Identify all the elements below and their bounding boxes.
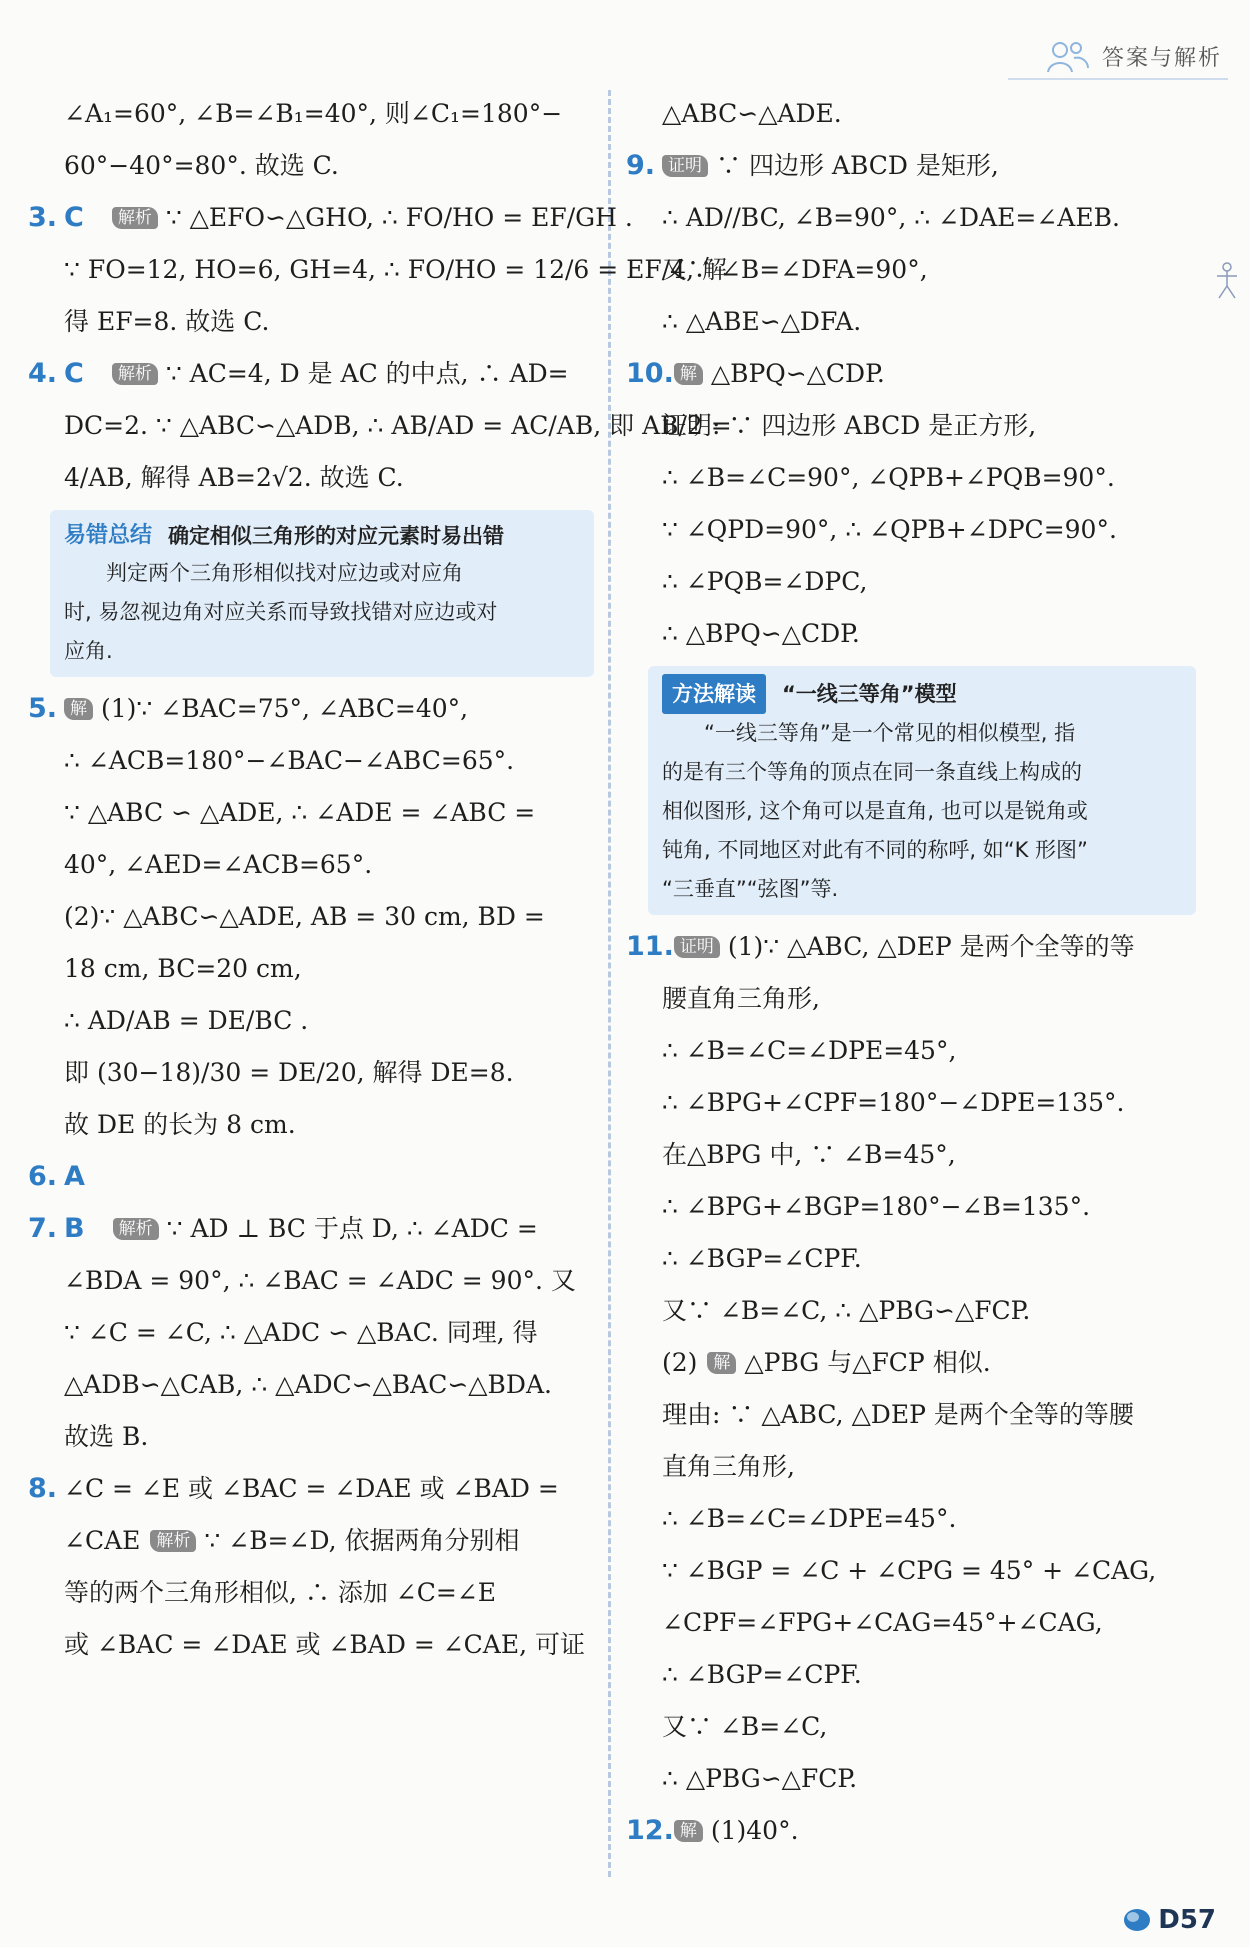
text-line (28, 1463, 594, 1515)
text-line (626, 1285, 1196, 1337)
text-line (28, 88, 594, 140)
box-subtitle: “一线三等角”模型 (782, 682, 957, 706)
line-text: 又∵ ∠B=∠DFA=90°, (662, 255, 928, 284)
page-header (1046, 38, 1222, 74)
text-line (626, 1545, 1196, 1597)
text-line (626, 1233, 1196, 1285)
line-text: 直角三角形, (662, 1452, 795, 1481)
box-text-line: 时, 易忽视边角对应关系而导致找错对应边或对 (64, 600, 498, 624)
line-text: 等的两个三角形相似, ∴ 添加 ∠C=∠E (64, 1578, 497, 1607)
text-line (626, 608, 1196, 660)
line-text: △ABC∽△ADE. (662, 99, 842, 128)
line-text: 40°, ∠AED=∠ACB=65°. (64, 850, 373, 879)
text-line (28, 943, 594, 995)
question-number: 6. (28, 1161, 58, 1192)
answer-choice: B (64, 1213, 85, 1244)
line-text: ∵ △EFO∽△GHO, ∴ FO/HO = EF/GH . (165, 203, 633, 232)
text-line (626, 1441, 1196, 1493)
text-line (626, 244, 1196, 296)
question-number: 5. (28, 693, 58, 724)
section-title: 答案与解析 (1101, 45, 1222, 71)
label-tag: 解 (674, 1820, 703, 1842)
line-text: ∴ AD/AB = DE/BC . (64, 1006, 309, 1035)
text-line (626, 192, 1196, 244)
box-body (662, 714, 1182, 909)
line-text: ∠C = ∠E 或 ∠BAC = ∠DAE 或 ∠BAD = (64, 1474, 559, 1503)
globe-icon (1122, 1907, 1152, 1933)
right-column (626, 88, 1196, 1857)
line-text: ∵ ∠C = ∠C, ∴ △ADC ∽ △BAC. 同理, 得 (64, 1318, 538, 1347)
question-number: 12. (626, 1815, 674, 1846)
text-line (626, 1597, 1196, 1649)
line-text: ∴ ∠ACB=180°−∠BAC−∠ABC=65°. (64, 746, 515, 775)
box-header (662, 674, 1182, 714)
line-text: 4/AB, 解得 AB=2√2. 故选 C. (64, 463, 404, 492)
text-line (28, 296, 594, 348)
label-tag: 解 (64, 698, 93, 720)
text-line (28, 891, 594, 943)
line-text: 即 (30−18)/30 = DE/20, 解得 DE=8. (64, 1058, 514, 1087)
text-line (626, 1493, 1196, 1545)
text-line (28, 995, 594, 1047)
text-line (626, 1701, 1196, 1753)
box-text-line: 的是有三个等角的顶点在同一条直线上构成的 (662, 760, 1082, 784)
text-line (626, 1129, 1196, 1181)
line-text: 在△BPG 中, ∵ ∠B=45°, (662, 1140, 956, 1169)
text-line (626, 1805, 1196, 1857)
text-line (28, 839, 594, 891)
text-line (626, 1389, 1196, 1441)
line-text: ∴ ∠B=∠C=∠DPE=45°. (662, 1504, 957, 1533)
text-line (28, 1307, 594, 1359)
line-text: ∴ ∠B=∠C=∠DPE=45°, (662, 1036, 957, 1065)
line-text: 又∵ ∠B=∠C, ∴ △PBG∽△FCP. (662, 1296, 1031, 1325)
text-line (626, 1181, 1196, 1233)
method-box (648, 666, 1196, 915)
text-line (28, 1515, 594, 1567)
text-line (28, 348, 594, 400)
line-text: 60°−40°=80°. 故选 C. (64, 151, 339, 180)
text-line (28, 400, 732, 452)
box-subtitle: 确定相似三角形的对应元素时易出错 (168, 524, 505, 548)
text-line (626, 504, 1196, 556)
box-text-line: “一线三等角”是一个常见的相似模型, 指 (704, 721, 1076, 745)
line-text: ∴ △ABE∽△DFA. (662, 307, 862, 336)
text-line (28, 452, 594, 504)
line-text: 18 cm, BC=20 cm, (64, 954, 302, 983)
answer-choice: C (64, 358, 84, 389)
line-text: △ADB∽△CAB, ∴ △ADC∽△BAC∽△BDA. (64, 1370, 552, 1399)
box-text-line: 判定两个三角形相似找对应边或对应角 (106, 561, 463, 585)
answer-choice: A (64, 1161, 85, 1192)
text-line (28, 1047, 594, 1099)
text-line (626, 1753, 1196, 1805)
text-line (28, 1099, 594, 1151)
box-header (64, 518, 580, 554)
line-text: ∴ ∠B=∠C=90°, ∠QPB+∠PQB=90°. (662, 463, 1115, 492)
question-number: 9. (626, 150, 656, 181)
box-body (64, 554, 580, 671)
text-line (28, 1411, 594, 1463)
header-rule (1008, 78, 1228, 80)
line-text: ∵ 四边形 ABCD 是矩形, (716, 151, 999, 180)
line-text: ∠A₁=60°, ∠B=∠B₁=40°, 则∠C₁=180°− (64, 99, 563, 128)
line-text: ∴ △BPQ∽△CDP. (662, 619, 860, 648)
text-line (626, 921, 1196, 973)
text-line (28, 192, 633, 244)
line-text: ∴ ∠BPG+∠CPF=180°−∠DPE=135°. (662, 1088, 1125, 1117)
question-number: 11. (626, 931, 674, 962)
question-number: 10. (626, 358, 674, 389)
question-number: 4. (28, 358, 58, 389)
line-text: ∠CPF=∠FPG+∠CAG=45°+∠CAG, (662, 1608, 1103, 1637)
line-text: ∵ ∠B=∠D, 依据两角分别相 (204, 1526, 520, 1555)
line-text: ∠CAE (64, 1526, 141, 1555)
text-line (28, 1567, 594, 1619)
question-number: 8. (28, 1473, 58, 1504)
text-line (28, 244, 727, 296)
text-line (28, 1619, 594, 1671)
line-text: ∴ △PBG∽△FCP. (662, 1764, 858, 1793)
line-text: ∴ ∠BPG+∠BGP=180°−∠B=135°. (662, 1192, 1091, 1221)
box-text-line: 应角. (64, 639, 113, 663)
line-text: ∵ ∠QPD=90°, ∴ ∠QPB+∠DPC=90°. (662, 515, 1117, 544)
doodle-figure-icon (1214, 260, 1240, 300)
line-text: 或 ∠BAC = ∠DAE 或 ∠BAD = ∠CAE, 可证 (64, 1630, 586, 1659)
page-number: D57 (1158, 1905, 1216, 1935)
text-line (626, 1337, 1196, 1389)
line-text: △PBG 与△FCP 相似. (744, 1348, 991, 1377)
text-line (28, 735, 594, 787)
line-text: 腰直角三角形, (662, 984, 820, 1013)
label-tag: 解 (674, 363, 703, 385)
text-line (626, 973, 1196, 1025)
text-line (626, 400, 1196, 452)
line-text: ∵ △ABC ∽ △ADE, ∴ ∠ADE = ∠ABC = (64, 798, 536, 827)
text-line (28, 1203, 594, 1255)
line-text: ∴ ∠BGP=∠CPF. (662, 1244, 862, 1273)
question-number: 7. (28, 1213, 58, 1244)
line-text: ∠BDA = 90°, ∴ ∠BAC = ∠ADC = 90°. 又 (64, 1266, 576, 1295)
label-tag: 解析 (150, 1530, 196, 1552)
label-tag: 解析 (112, 207, 158, 229)
text-line (28, 1151, 594, 1203)
line-text: (1)∵ ∠BAC=75°, ∠ABC=40°, (101, 694, 469, 723)
line-text: ∵ AC=4, D 是 AC 的中点, ∴ AD= (165, 359, 569, 388)
line-text: ∴ AD//BC, ∠B=90°, ∴ ∠DAE=∠AEB. (662, 203, 1120, 232)
line-text: (1)∵ △ABC, △DEP 是两个全等的等 (727, 932, 1135, 961)
column-divider (608, 90, 611, 1877)
text-line (28, 1255, 594, 1307)
error-summary-box (50, 510, 594, 677)
box-text-line: “三垂直”“弦图”等. (662, 877, 839, 901)
line-text: 理由: ∵ △ABC, △DEP 是两个全等的等腰 (662, 1400, 1134, 1429)
line-text: ∵ FO=12, HO=6, GH=4, ∴ FO/HO = 12/6 = EF/4, 解 (64, 255, 727, 284)
line-text: △BPQ∽△CDP. (710, 359, 885, 388)
people-icon (1046, 38, 1090, 74)
text-line (28, 683, 594, 735)
line-text: (1)40°. (710, 1816, 799, 1845)
line-text: 证明: ∵ 四边形 ABCD 是正方形, (662, 411, 1037, 440)
text-line (626, 348, 1196, 400)
line-text: 故 DE 的长为 8 cm. (64, 1110, 296, 1139)
line-text: ∵ AD ⊥ BC 于点 D, ∴ ∠ADC = (166, 1214, 538, 1243)
box-title: 易错总结 (64, 523, 153, 548)
box-text-line: 钝角, 不同地区对此有不同的称呼, 如“K 形图” (662, 838, 1088, 862)
text-line (626, 556, 1196, 608)
box-text-line: 相似图形, 这个角可以是直角, 也可以是锐角或 (662, 799, 1088, 823)
line-text: 得 EF=8. 故选 C. (64, 307, 270, 336)
answer-choice: C (64, 202, 84, 233)
label-tag: 证明 (662, 155, 708, 177)
line-text: ∴ ∠BGP=∠CPF. (662, 1660, 862, 1689)
label-tag: 解析 (112, 363, 158, 385)
text-line (626, 1649, 1196, 1701)
box-title: 方法解读 (662, 674, 766, 714)
text-line (626, 140, 1196, 192)
line-text: (2)∵ △ABC∽△ADE, AB = 30 cm, BD = (64, 902, 545, 931)
text-line (28, 140, 594, 192)
line-text: 故选 B. (64, 1422, 149, 1451)
line-text: 又∵ ∠B=∠C, (662, 1712, 828, 1741)
text-line (626, 296, 1196, 348)
line-text: ∴ ∠PQB=∠DPC, (662, 567, 868, 596)
text-line (28, 1359, 594, 1411)
label-tag: 证明 (674, 936, 720, 958)
text-line (626, 1077, 1196, 1129)
label-tag: 解 (707, 1352, 736, 1374)
line-text: DC=2. ∵ △ABC∽△ADB, ∴ AB/AD = AC/AB, 即 AB/2 = (64, 411, 732, 440)
text-line (626, 452, 1196, 504)
line-text: (2) (662, 1348, 698, 1377)
label-tag: 解析 (113, 1218, 159, 1240)
question-number: 3. (28, 202, 58, 233)
text-line (28, 787, 594, 839)
text-line (626, 1025, 1196, 1077)
page-footer (1122, 1905, 1216, 1935)
line-text: ∵ ∠BGP = ∠C + ∠CPG = 45° + ∠CAG, (662, 1556, 1157, 1585)
text-line (626, 88, 1196, 140)
